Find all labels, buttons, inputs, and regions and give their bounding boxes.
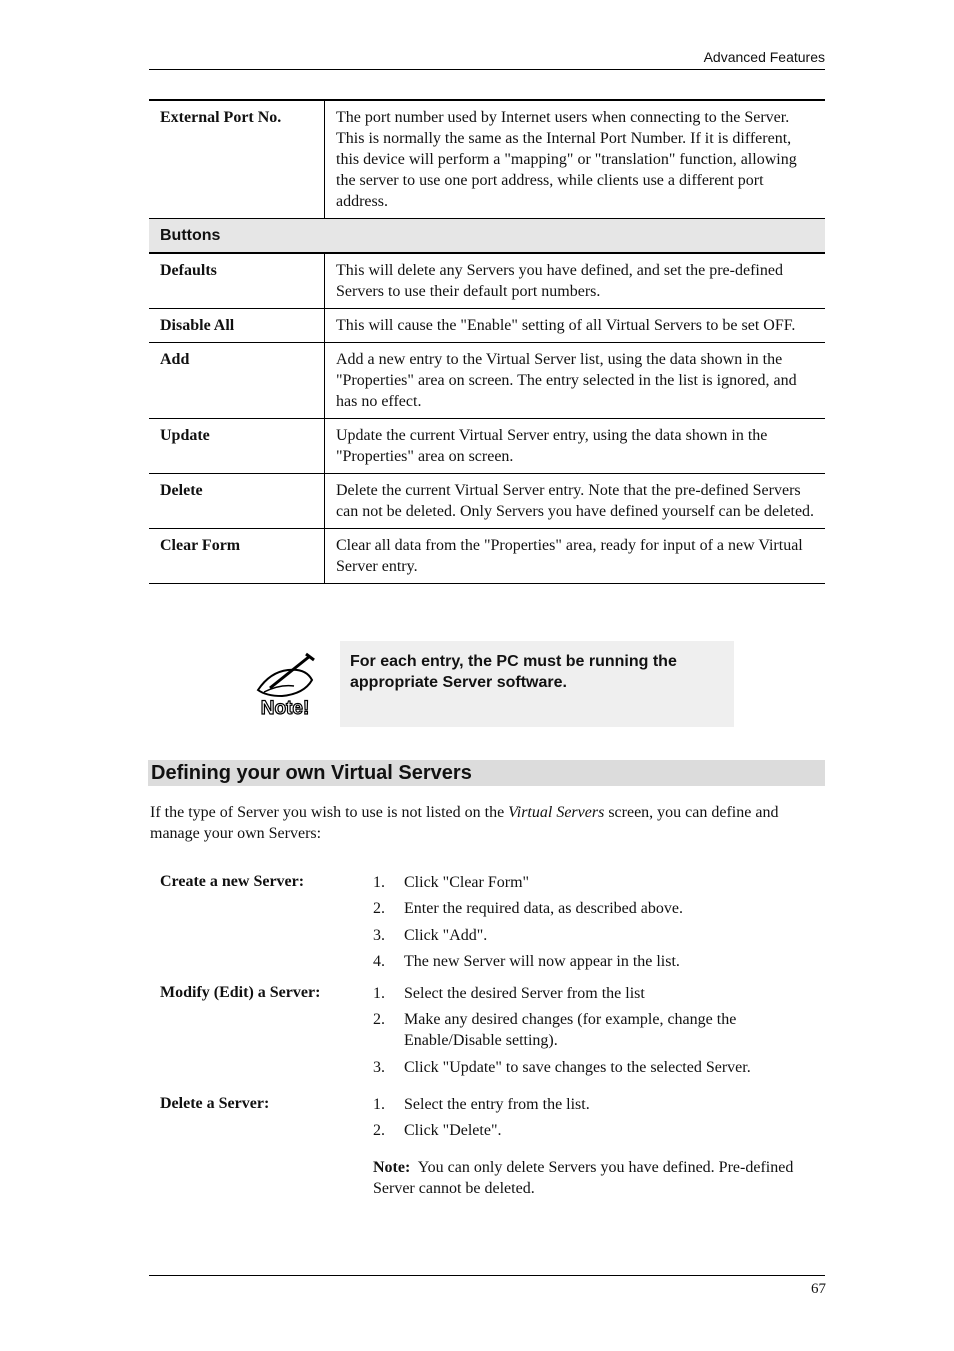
header-rule [149, 69, 825, 70]
list-item: 3. Click "Add". [373, 927, 488, 944]
table-row [149, 253, 825, 309]
description-cell: Update the current Virtual Server entry, using the data shown in the "Properties" area on screen. [325, 419, 826, 474]
description-cell: This will delete any Servers you have defined, and set the pre-defined Servers to use their default port numbers. [325, 253, 826, 309]
footnote-label: Note: [373, 1159, 411, 1176]
section-row [149, 219, 825, 254]
list-item: 1. Select the desired Server from the list [373, 985, 645, 1002]
procedure-term: Create a new Server: [160, 873, 305, 890]
term-cell: Disable All [149, 309, 325, 343]
list-item: 2. Click "Delete". [373, 1122, 502, 1139]
page-number: 67 [811, 1281, 826, 1297]
list-item: 2. Enter the required data, as described above. [373, 900, 683, 917]
footnote [373, 1157, 803, 1199]
table-row [149, 309, 825, 343]
table-row [149, 419, 825, 474]
virtual-servers-ref: Virtual Servers [508, 804, 605, 821]
list-item: 4. The new Server will now appear in the list. [373, 953, 680, 970]
running-header: Advanced Features [703, 49, 825, 65]
section-title: Buttons [149, 219, 825, 254]
table-row [149, 474, 825, 529]
term-cell: Update [149, 419, 325, 474]
list-item: 2. Make any desired changes (for example, change the Enable/Disable setting). [373, 1011, 737, 1049]
definitions-table [149, 99, 825, 584]
section-heading: Defining your own Virtual Servers [148, 760, 825, 786]
description-cell: This will cause the "Enable" setting of all Virtual Servers to be set OFF. [325, 309, 826, 343]
term-cell: Clear Form [149, 529, 325, 584]
list-item: 3. Click "Update" to save changes to the selected Server. [373, 1059, 751, 1076]
footer-rule [149, 1275, 825, 1276]
procedure-term: Modify (Edit) a Server: [160, 984, 321, 1001]
description-cell: The port number used by Internet users when connecting to the Server. This is normally the same as the Internal Port Number. If it is different, this device will perform a "mapping" or "translation" function, allowing the server to use one port address, while clients use a different port address. [325, 100, 826, 219]
table-row [149, 343, 825, 419]
footnote-text: You can only delete Servers you have defined. Pre-defined Server cannot be deleted. [373, 1159, 794, 1197]
term-cell: Add [149, 343, 325, 419]
list-item: 1. Select the entry from the list. [373, 1096, 590, 1113]
table-row [149, 529, 825, 584]
intro-paragraph: If the type of Server you wish to use is not listed on the Virtual Servers screen, you can define and manage your own Servers: [150, 804, 779, 842]
term-cell: Defaults [149, 253, 325, 309]
note-callout: For each entry, the PC must be running the appropriate Server software. [340, 641, 734, 727]
table-row [149, 100, 825, 219]
note-icon-label: Note! [260, 698, 310, 718]
procedure-term: Delete a Server: [160, 1095, 270, 1112]
term-cell: External Port No. [149, 100, 325, 219]
note-pencil-icon [250, 650, 320, 718]
description-cell: Add a new entry to the Virtual Server list, using the data shown in the "Properties" area on screen. The entry selected in the list is ignored, and has no effect. [325, 343, 826, 419]
list-item: 1. Click "Clear Form" [373, 874, 530, 891]
term-cell: Delete [149, 474, 325, 529]
description-cell: Delete the current Virtual Server entry. Note that the pre-defined Servers can not be deleted. Only Servers you have defined yourself can be deleted. [325, 474, 826, 529]
description-cell: Clear all data from the "Properties" area, ready for input of a new Virtual Server entry. [325, 529, 826, 584]
